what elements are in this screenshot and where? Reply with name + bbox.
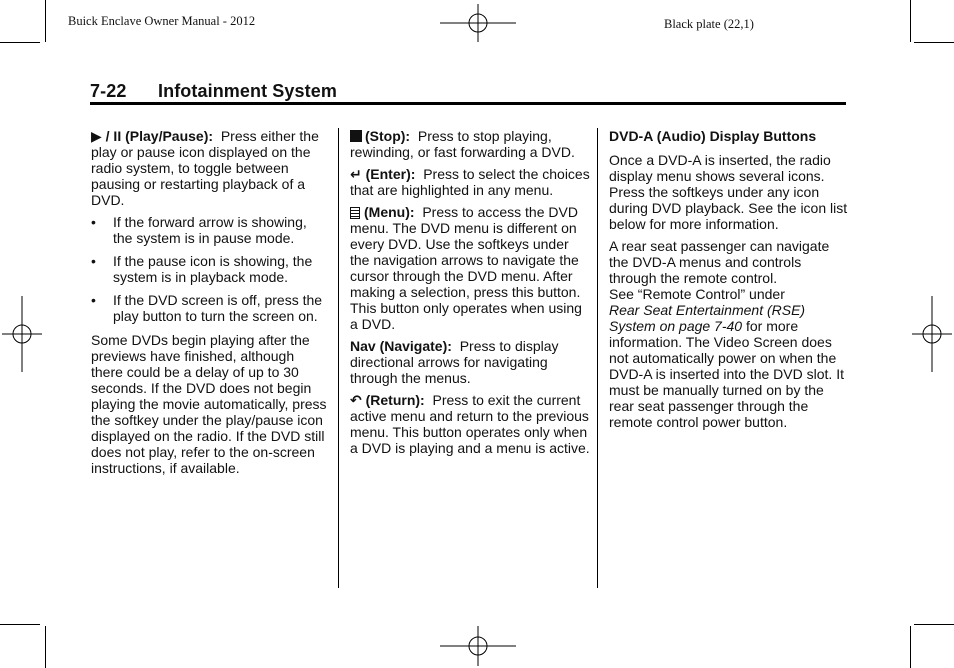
column-3 <box>609 128 849 436</box>
list-item: • If the pause icon is showing, the system is in playback mode. <box>91 253 313 285</box>
column-divider-1 <box>338 128 339 588</box>
crop-mark-top-right-h <box>914 42 954 43</box>
return-icon: ↶ <box>350 392 362 408</box>
registration-mark-bottom <box>440 626 516 666</box>
some-dvds-paragraph: Some DVDs begin playing after the previews have finished, although there could be a delay of up to 30 seconds. If the DVD does not begin playing the movie automatically, press the softkey under the play/pause icon displayed on the radio. If the DVD still does not play, refer to the on-screen instructions, if available. <box>91 332 327 476</box>
registration-mark-top <box>440 4 516 42</box>
list-item: • If the DVD screen is off, press the play button to turn the screen on. <box>91 292 323 324</box>
stop-label: (Stop): <box>365 128 411 144</box>
crop-mark-top-left-v <box>45 0 46 42</box>
play-pause-text: Press either the play or pause icon displayed on the radio system, to toggle between pausing or restarting playback of a DVD. <box>91 128 319 208</box>
section-title: Infotainment System <box>158 81 337 101</box>
nav-label: Nav (Navigate): <box>350 338 452 354</box>
bullet-list <box>91 214 329 324</box>
page-title <box>90 81 337 102</box>
page-number: 7-22 <box>90 81 127 101</box>
column-divider-2 <box>597 128 598 588</box>
crop-mark-top-left-h <box>0 42 40 43</box>
menu-label: (Menu): <box>364 204 415 220</box>
menu-text: Press to access the DVD menu. The DVD menu is different on every DVD. Use the softkeys under the navigation arrows to navigate the cursor through the DVD menu. After making a selection, press this button. This button only operates when using a DVD. <box>350 204 582 332</box>
column-1 <box>91 128 329 482</box>
menu-icon <box>350 207 360 219</box>
enter-icon: ↵ <box>350 166 362 182</box>
nav-text: Press to display directional arrows for navigating through the menus. <box>350 338 559 386</box>
dvda-paragraph-1: Once a DVD-A is inserted, the radio display menu shows several icons. Press the softkeys under any icon during DVD playback. See the icon list below for more information. <box>609 152 848 232</box>
return-label: (Return): <box>365 392 425 408</box>
crop-mark-bottom-right-v <box>910 626 911 668</box>
registration-mark-left <box>2 296 42 372</box>
dvda-paragraph-2: A rear seat passenger can navigate the DVD-A menus and controls through the remote control. See “Remote Control” under Rear Seat Entertainment (RSE) System on page 7-40 for more information. The Video Screen does not automatically power on when the DVD-A is inserted into the DVD slot. It must be manually turned on by the rear seat passenger through the remote control power button. <box>609 238 844 430</box>
rse-reference-link[interactable]: Rear Seat Entertainment (RSE) System on page 7-40 <box>609 302 806 334</box>
registration-mark-right <box>912 296 952 372</box>
manual-title: Buick Enclave Owner Manual - 2012 <box>68 14 256 28</box>
nav-paragraph <box>350 338 590 386</box>
return-text: Press to exit the current active menu and return to the previous menu. This button operates only when a DVD is playing and a menu is active. <box>350 392 590 456</box>
stop-text: Press to stop playing, rewinding, or fast forwarding a DVD. <box>350 128 575 160</box>
enter-text: Press to select the choices that are highlighted in any menu. <box>350 166 590 198</box>
crop-mark-top-right-v <box>910 0 911 42</box>
stop-paragraph <box>350 128 590 160</box>
play-pause-label: (Play/Pause): <box>125 128 214 144</box>
crop-mark-bottom-left-h <box>0 624 40 625</box>
enter-paragraph <box>350 166 590 198</box>
menu-paragraph <box>350 204 590 332</box>
play-pause-icon: ▶ / II <box>91 128 122 144</box>
title-rule <box>90 102 846 105</box>
enter-label: (Enter): <box>365 166 416 182</box>
crop-mark-bottom-right-h <box>914 624 954 625</box>
list-item: • If the forward arrow is showing, the system is in pause mode. <box>91 214 307 246</box>
return-paragraph <box>350 392 590 456</box>
crop-mark-bottom-left-v <box>45 626 46 668</box>
stop-icon <box>350 130 362 142</box>
play-pause-paragraph <box>91 128 329 208</box>
plate-label: Black plate (22,1) <box>664 17 754 31</box>
column-2 <box>350 128 590 462</box>
dvda-heading: DVD-A (Audio) Display Buttons <box>609 128 817 144</box>
